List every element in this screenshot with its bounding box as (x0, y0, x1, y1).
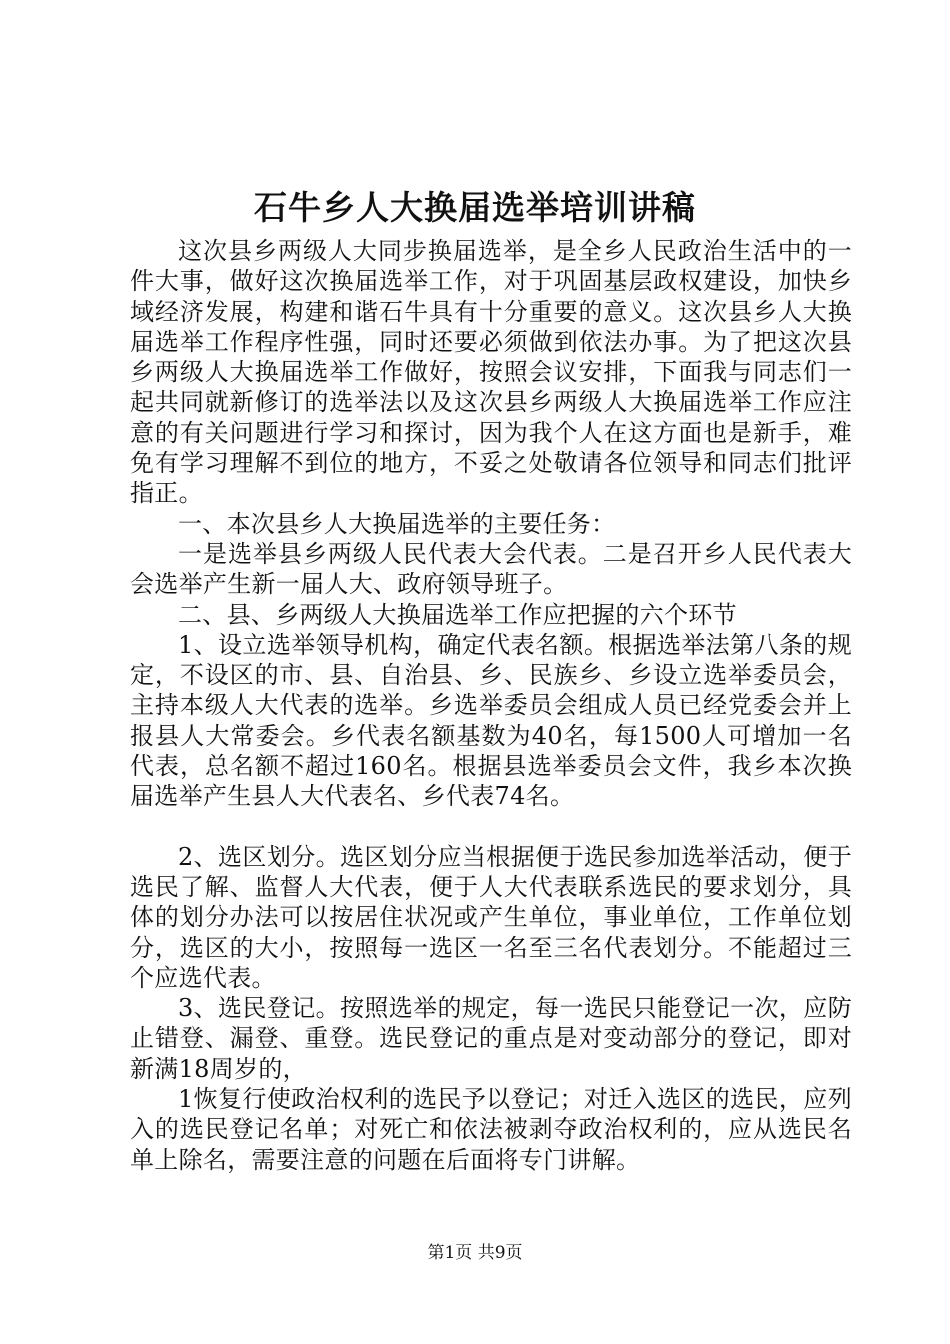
paragraph-main-tasks: 一是选举县乡两级人民代表大会代表。二是召开乡人民代表大会选举产生新一届人大、政府领导班子。 (130, 539, 852, 599)
paragraph-intro: 这次县乡两级人大同步换届选举，是全乡人民政治生活中的一件大事，做好这次换届选举工作，对于巩固基层政权建设，加快乡域经济发展，构建和谐石牛具有十分重要的意义。这次县乡人大换届选举工作程序性强，同时还要必须做到依法办事。为了把这次县乡两级人大换届选举工作做好，按照会议安排，下面我与同志们一起共同就新修订的选举法以及这次县乡两级人大换届选举工作应注意的有关问题进行学习和探讨，因为我个人在这方面也是新手，难免有学习理解不到位的地方，不妥之处敬请各位领导和同志们批评指正。 (130, 237, 852, 508)
paragraph-step-2: 2、选区划分。选区划分应当根据便于选民参加选举活动，便于选民了解、监督人大代表，便于人大代表联系选民的要求划分，具体的划分办法可以按居住状况或产生单位，事业单位，工作单位划分，选区的大小，按照每一选区一名至三名代表划分。不能超过三个应选代表。 (130, 842, 852, 992)
section-heading-main-tasks: 一、本次县乡人大换届选举的主要任务： (178, 509, 616, 538)
document-title: 石牛乡人大换届选举培训讲稿 (254, 188, 696, 227)
page-number: 第1页 共9页 (427, 1243, 523, 1263)
paragraph-step-3-continued: 1恢复行使政治权利的选民予以登记；对迁入选区的选民，应列入的选民登记名单；对死亡和依法被剥夺政治权利的，应从选民名单上除名，需要注意的问题在后面将专门讲解。 (130, 1085, 852, 1174)
paragraph-step-1: 1、设立选举领导机构，确定代表名额。根据选举法第八条的规定，不设区的市、县、自治县、乡、民族乡、乡设立选举委员会，主持本级人大代表的选举。乡选举委员会组成人员已经党委会并上报县人大常委会。乡代表名额基数为40名，每1500人可增加一名代表，总名额不超过160名。根据县选举委员会文件，我乡本次换届选举产生县人大代表名、乡代表74名。 (130, 630, 852, 811)
paragraph-step-3: 3、选民登记。按照选举的规定，每一选民只能登记一次，应防止错登、漏登、重登。选民登记的重点是对变动部分的登记，即对新满18周岁的， (130, 994, 852, 1083)
document-body (130, 236, 852, 1175)
section-heading-six-steps: 二、县、乡两级人大换届选举工作应把握的六个环节 (178, 600, 737, 629)
